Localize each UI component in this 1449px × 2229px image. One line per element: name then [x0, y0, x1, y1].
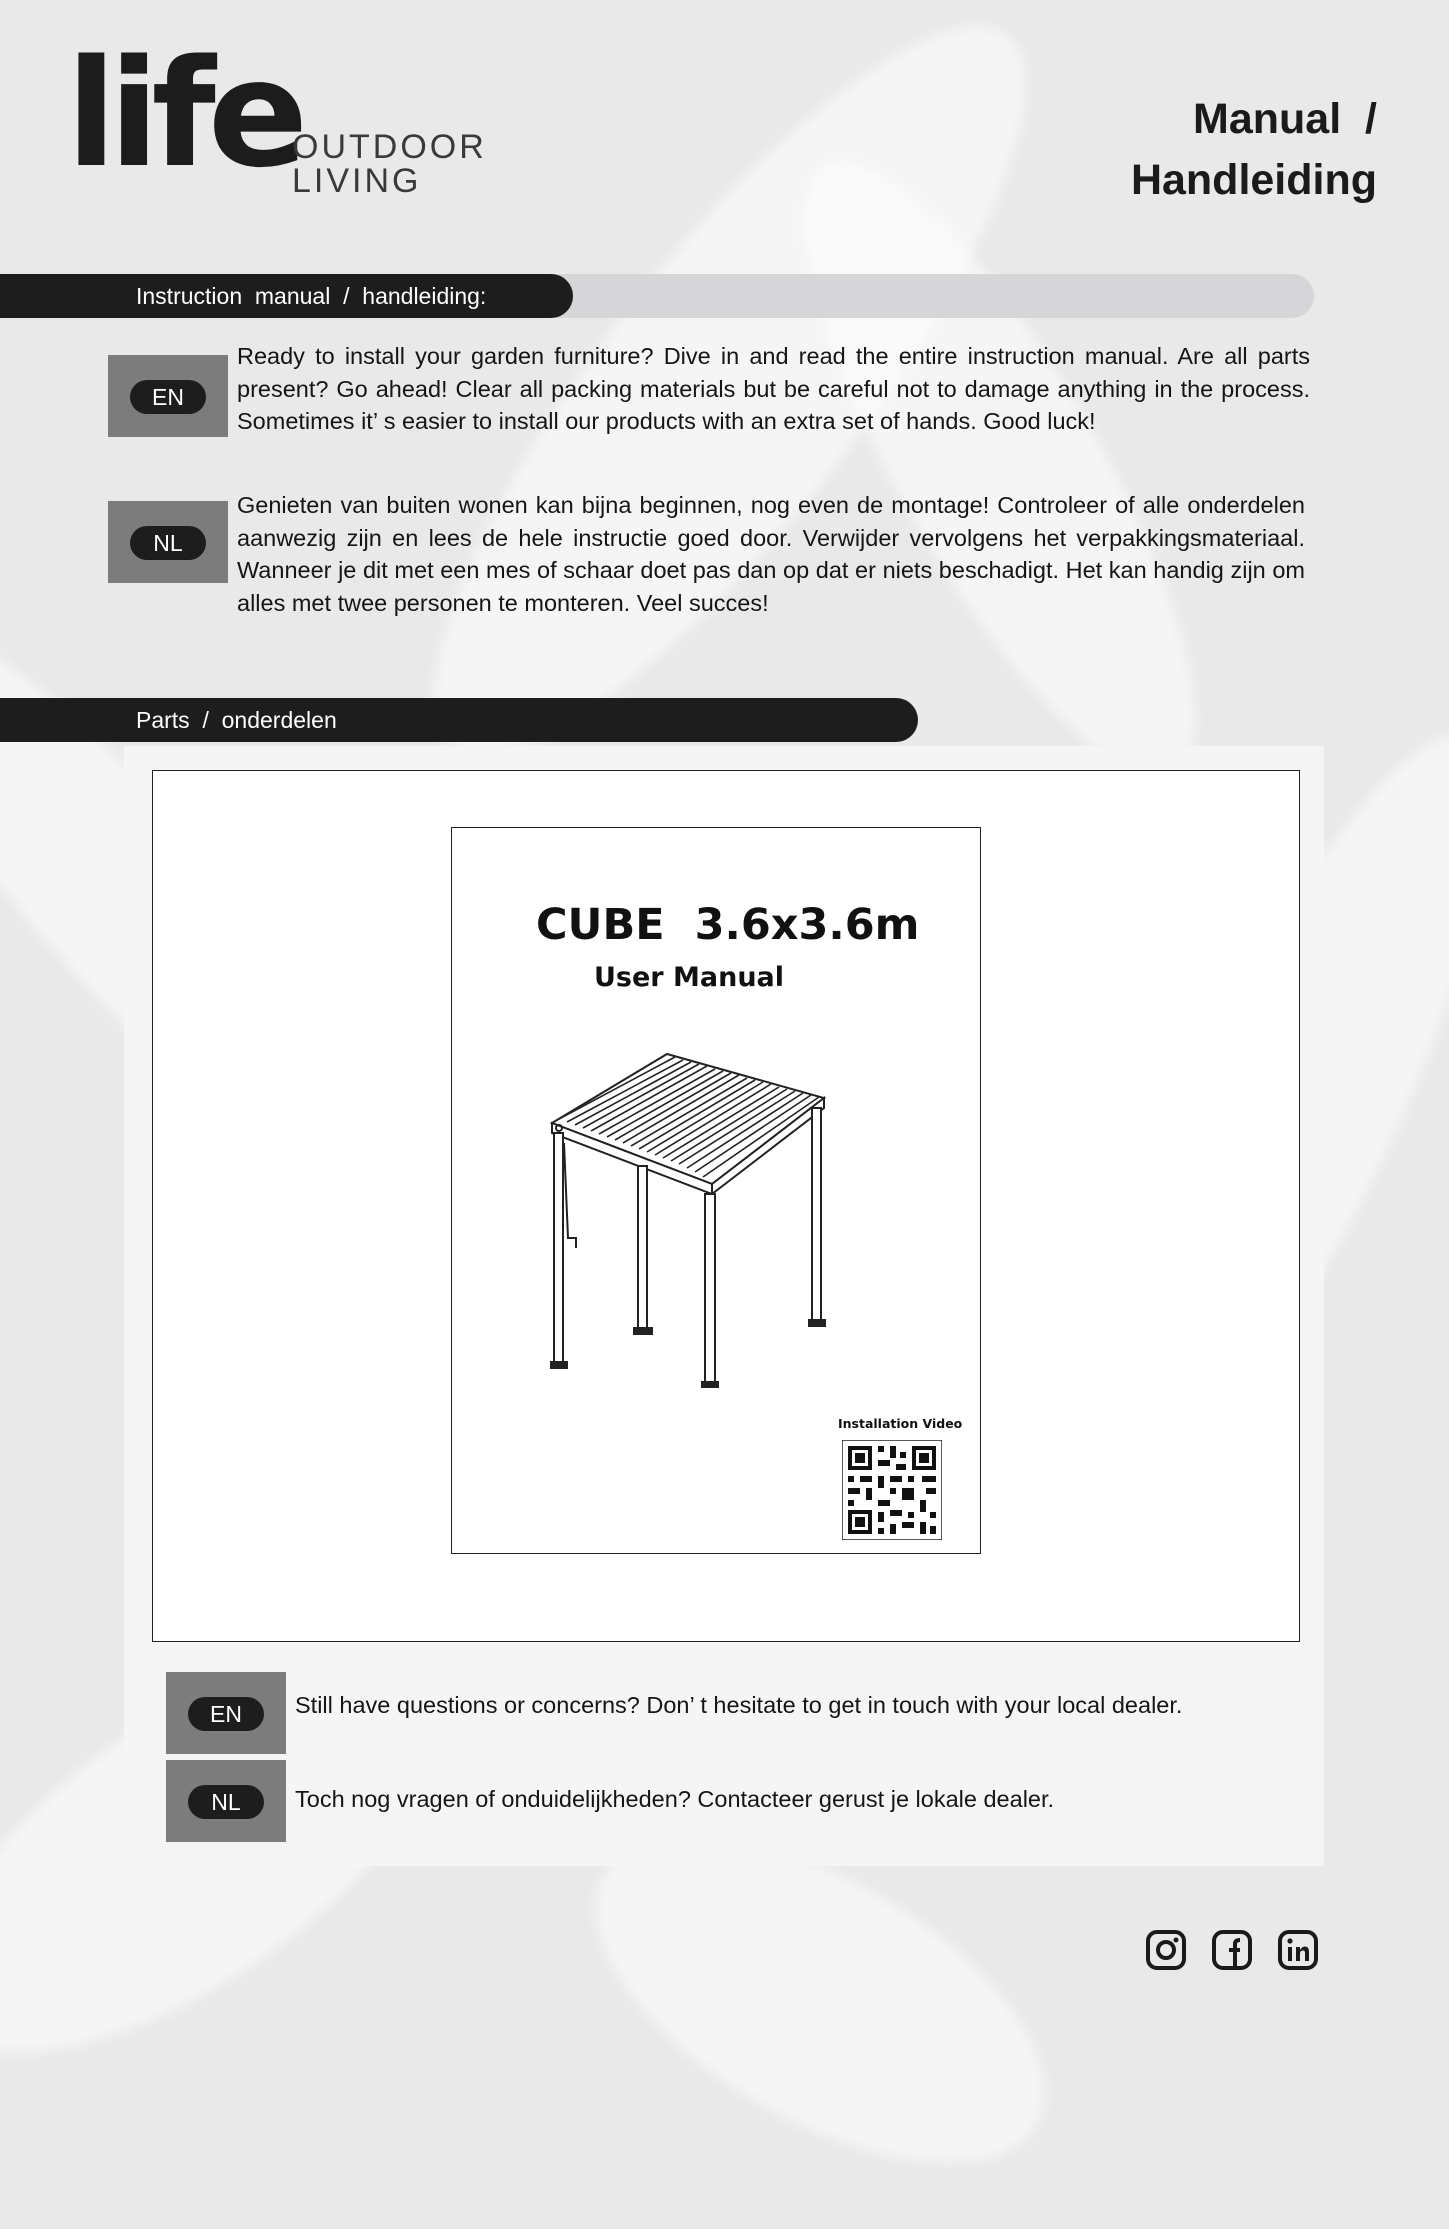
lang-tag-en: EN [130, 380, 206, 414]
cover-title: CUBE 3.6x3.6m [536, 900, 920, 950]
title-line-2: Handleiding [1130, 155, 1377, 204]
contact-text-nl: Toch nog vragen of onduidelijkheden? Contacteer gerust je lokale dealer. [295, 1786, 1055, 1812]
installation-video-label: Installation Video [838, 1416, 963, 1431]
brand-logo [66, 28, 487, 216]
contact-text-en: Still have questions or concerns? Don’ t hesitate to get in touch with your local dealer. [295, 1692, 1183, 1718]
contact-lang-box-nl [166, 1760, 286, 1842]
instagram-icon[interactable] [1144, 1928, 1188, 1972]
page-title [1131, 86, 1377, 213]
contact-lang-tag-nl: NL [188, 1785, 264, 1819]
linkedin-icon[interactable] [1276, 1928, 1320, 1972]
logo-subline-2: LIVING [292, 162, 422, 200]
logo-subline-1: OUTDOOR [292, 128, 487, 166]
title-line-1: Manual / [1193, 95, 1377, 143]
intro-text-en: Ready to install your garden furniture? Dive in and read the entire instruction manual. Are all parts present? Go ahead! Clear all packing materials but be careful not to damage anything in the process. Sometimes it’ s easier to install our products with an extra set of hands. Good luck! [237, 343, 1310, 434]
logo-word: life [66, 28, 301, 200]
contact-lang-box-en [166, 1672, 286, 1754]
pergola-illustration [542, 1048, 962, 1388]
contact-lang-tag-en: EN [188, 1697, 264, 1731]
lang-tag-box-nl [108, 501, 228, 583]
qr-code-icon[interactable] [842, 1440, 942, 1540]
section-header-instruction: Instruction manual / handleiding: [0, 274, 573, 318]
manual-cover [451, 827, 981, 1554]
lang-tag-nl: NL [130, 526, 206, 560]
intro-text-nl: Genieten van buiten wonen kan bijna beginnen, nog even de montage! Controleer of alle onderdelen aanwezig zijn en lees de hele instructie goed door. Verwijder vervolgens het verpakkingsmateriaal. Wanneer je dit met een mes of schaar doet pas dan op dat er niets beschadigt. Het kan handig zijn om alles met twee personen te monteren. Veel succes! [237, 492, 1305, 616]
facebook-icon[interactable] [1210, 1928, 1254, 1972]
cover-subtitle: User Manual [594, 962, 785, 993]
lang-tag-box-en [108, 355, 228, 437]
section-header-parts: Parts / onderdelen [0, 698, 918, 742]
